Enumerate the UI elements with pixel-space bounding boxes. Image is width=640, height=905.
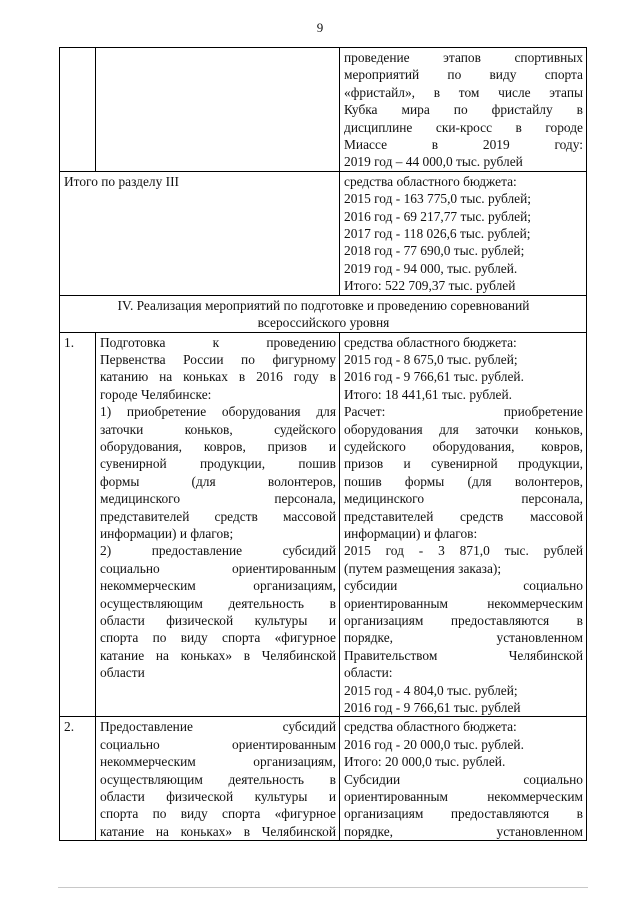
text-line: осуществляющим деятельность в — [100, 771, 336, 787]
text-line: призов и сувенирной продукции, — [344, 456, 583, 472]
text-line: Подготовка к проведению — [100, 334, 336, 350]
item-description — [96, 717, 340, 841]
text-line: медицинского персонала, — [344, 491, 583, 507]
text-line: 2019 год – 44 000,0 тыс. рублей — [344, 154, 523, 170]
item-number: 1. — [60, 332, 96, 717]
text-line: некоммерческим организациям, — [100, 578, 336, 594]
text-line: информации) и флагов: — [344, 525, 478, 541]
text-line: средства областного бюджета: — [344, 719, 517, 735]
cell-funding — [340, 48, 587, 172]
text-line: 2018 год - 77 690,0 тыс. рублей; — [344, 243, 525, 259]
section-total-funding — [340, 171, 587, 295]
text-line: Итого: 18 441,61 тыс. рублей. — [344, 386, 513, 402]
page-bottom-edge — [58, 887, 588, 888]
text-line: (путем размещения заказа); — [344, 560, 502, 576]
text-line: пошив формы (для волонтеров, — [344, 473, 583, 489]
text-line: мероприятий по виду спорта — [344, 67, 583, 83]
text-line: Миассе в 2019 году: — [344, 137, 583, 153]
text-line: Итого: 522 709,37 тыс. рублей — [344, 278, 516, 294]
text-line: катанию на коньках в 2016 году в — [100, 369, 336, 385]
text-line: 2016 год - 9 766,61 тыс. рублей. — [344, 369, 524, 385]
text-line: Расчет: приобретение — [344, 404, 583, 420]
table-row-continued — [60, 48, 587, 172]
text-line: организациям предоставляются в — [344, 806, 583, 822]
text-line: сувенирной продукции, пошив — [100, 456, 336, 472]
text-line: социально ориентированным — [100, 736, 336, 752]
text-line: Кубка мира по фристайлу в — [344, 102, 583, 118]
text-line: Итого: 20 000,0 тыс. рублей. — [344, 754, 506, 770]
table-row-item-2 — [60, 717, 587, 841]
text-line: представителей средств массовой — [344, 508, 583, 524]
section-heading — [60, 295, 587, 332]
text-line: представителей средств массовой — [100, 508, 336, 524]
cell-number-empty — [60, 48, 96, 172]
text-line: 2) предоставление субсидий — [100, 543, 336, 559]
text-line: спорта по виду спорта «фигурное — [100, 806, 336, 822]
item-funding — [340, 332, 587, 717]
text-line: 2015 год - 163 775,0 тыс. рублей; — [344, 191, 531, 207]
text-line: средства областного бюджета: — [344, 173, 517, 189]
text-line: катание на коньках» в Челябинской — [100, 647, 336, 663]
text-line: дисциплине ски-кросс в городе — [344, 119, 583, 135]
text-line: 1) приобретение оборудования для — [100, 404, 336, 420]
section-total-label: Итого по разделу III — [60, 171, 340, 295]
text-line: 2016 год - 69 217,77 тыс. рублей; — [344, 208, 531, 224]
text-line: некоммерческим организациям, — [100, 754, 336, 770]
text-line: 2019 год - 94 000, тыс. рублей. — [344, 260, 518, 276]
text-line: ориентированным некоммерческим — [344, 789, 583, 805]
section-heading-row — [60, 295, 587, 332]
item-funding — [340, 717, 587, 841]
text-line: 2015 год - 4 804,0 тыс. рублей; — [344, 682, 518, 698]
text-line: оборудования, ковров, призов и — [100, 438, 336, 454]
text-line: средства областного бюджета: — [344, 334, 517, 350]
text-line: городе Челябинске: — [100, 386, 212, 402]
text-line: оборудования для заточки коньков, — [344, 421, 583, 437]
text-line: информации) и флагов; — [100, 525, 234, 541]
text-line: 2015 год - 8 675,0 тыс. рублей; — [344, 351, 518, 367]
text-line: организациям предоставляются в — [344, 613, 583, 628]
text-line: Предоставление субсидий — [100, 719, 336, 735]
item-number: 2. — [60, 717, 96, 841]
page-number: 9 — [316, 20, 324, 35]
program-table — [59, 47, 587, 841]
text-line: судейского оборудования, ковров, — [344, 438, 583, 454]
text-line: 2017 год - 118 026,6 тыс. рублей; — [344, 226, 531, 242]
text-line: спорта по виду спорта «фигурное — [100, 630, 336, 646]
text-line: проведение этапов спортивных — [344, 50, 583, 65]
text-line: субсидии социально — [344, 578, 583, 594]
text-line: Правительством Челябинской — [344, 647, 583, 663]
text-line: 2016 год - 20 000,0 тыс. рублей. — [344, 736, 524, 752]
text-line: области физической культуры и — [100, 613, 336, 628]
text-line: Субсидии социально — [344, 771, 583, 787]
text-line: социально ориентированным — [100, 560, 336, 576]
text-line: области: — [344, 665, 393, 681]
cell-description-empty — [96, 48, 340, 172]
section-heading-line-2: всероссийского уровня — [257, 315, 390, 331]
table-row-item-1 — [60, 332, 587, 717]
table-row-section-total — [60, 171, 587, 295]
text-line: формы (для волонтеров, — [100, 473, 336, 489]
text-line: Первенства России по фигурному — [100, 351, 336, 367]
text-line: 2015 год - 3 871,0 тыс. рублей — [344, 543, 583, 559]
text-line: катание на коньках» в Челябинской — [100, 823, 336, 839]
text-line: «фристайл», в том числе этапы — [344, 84, 583, 100]
text-line: ориентированным некоммерческим — [344, 595, 583, 611]
text-line: области физической культуры и — [100, 789, 336, 805]
text-line: области — [100, 665, 145, 681]
text-line: 2016 год - 9 766,61 тыс. рублей — [344, 700, 521, 716]
item-description — [96, 332, 340, 717]
text-line: порядке, установленном — [344, 823, 583, 839]
text-line: медицинского персонала, — [100, 491, 336, 507]
text-line: порядке, установленном — [344, 630, 583, 646]
text-line: осуществляющим деятельность в — [100, 595, 336, 611]
section-heading-line-1: IV. Реализация мероприятий по подготовке и проведению соревнований — [117, 297, 530, 313]
text-line: заточки коньков, судейского — [100, 421, 336, 437]
